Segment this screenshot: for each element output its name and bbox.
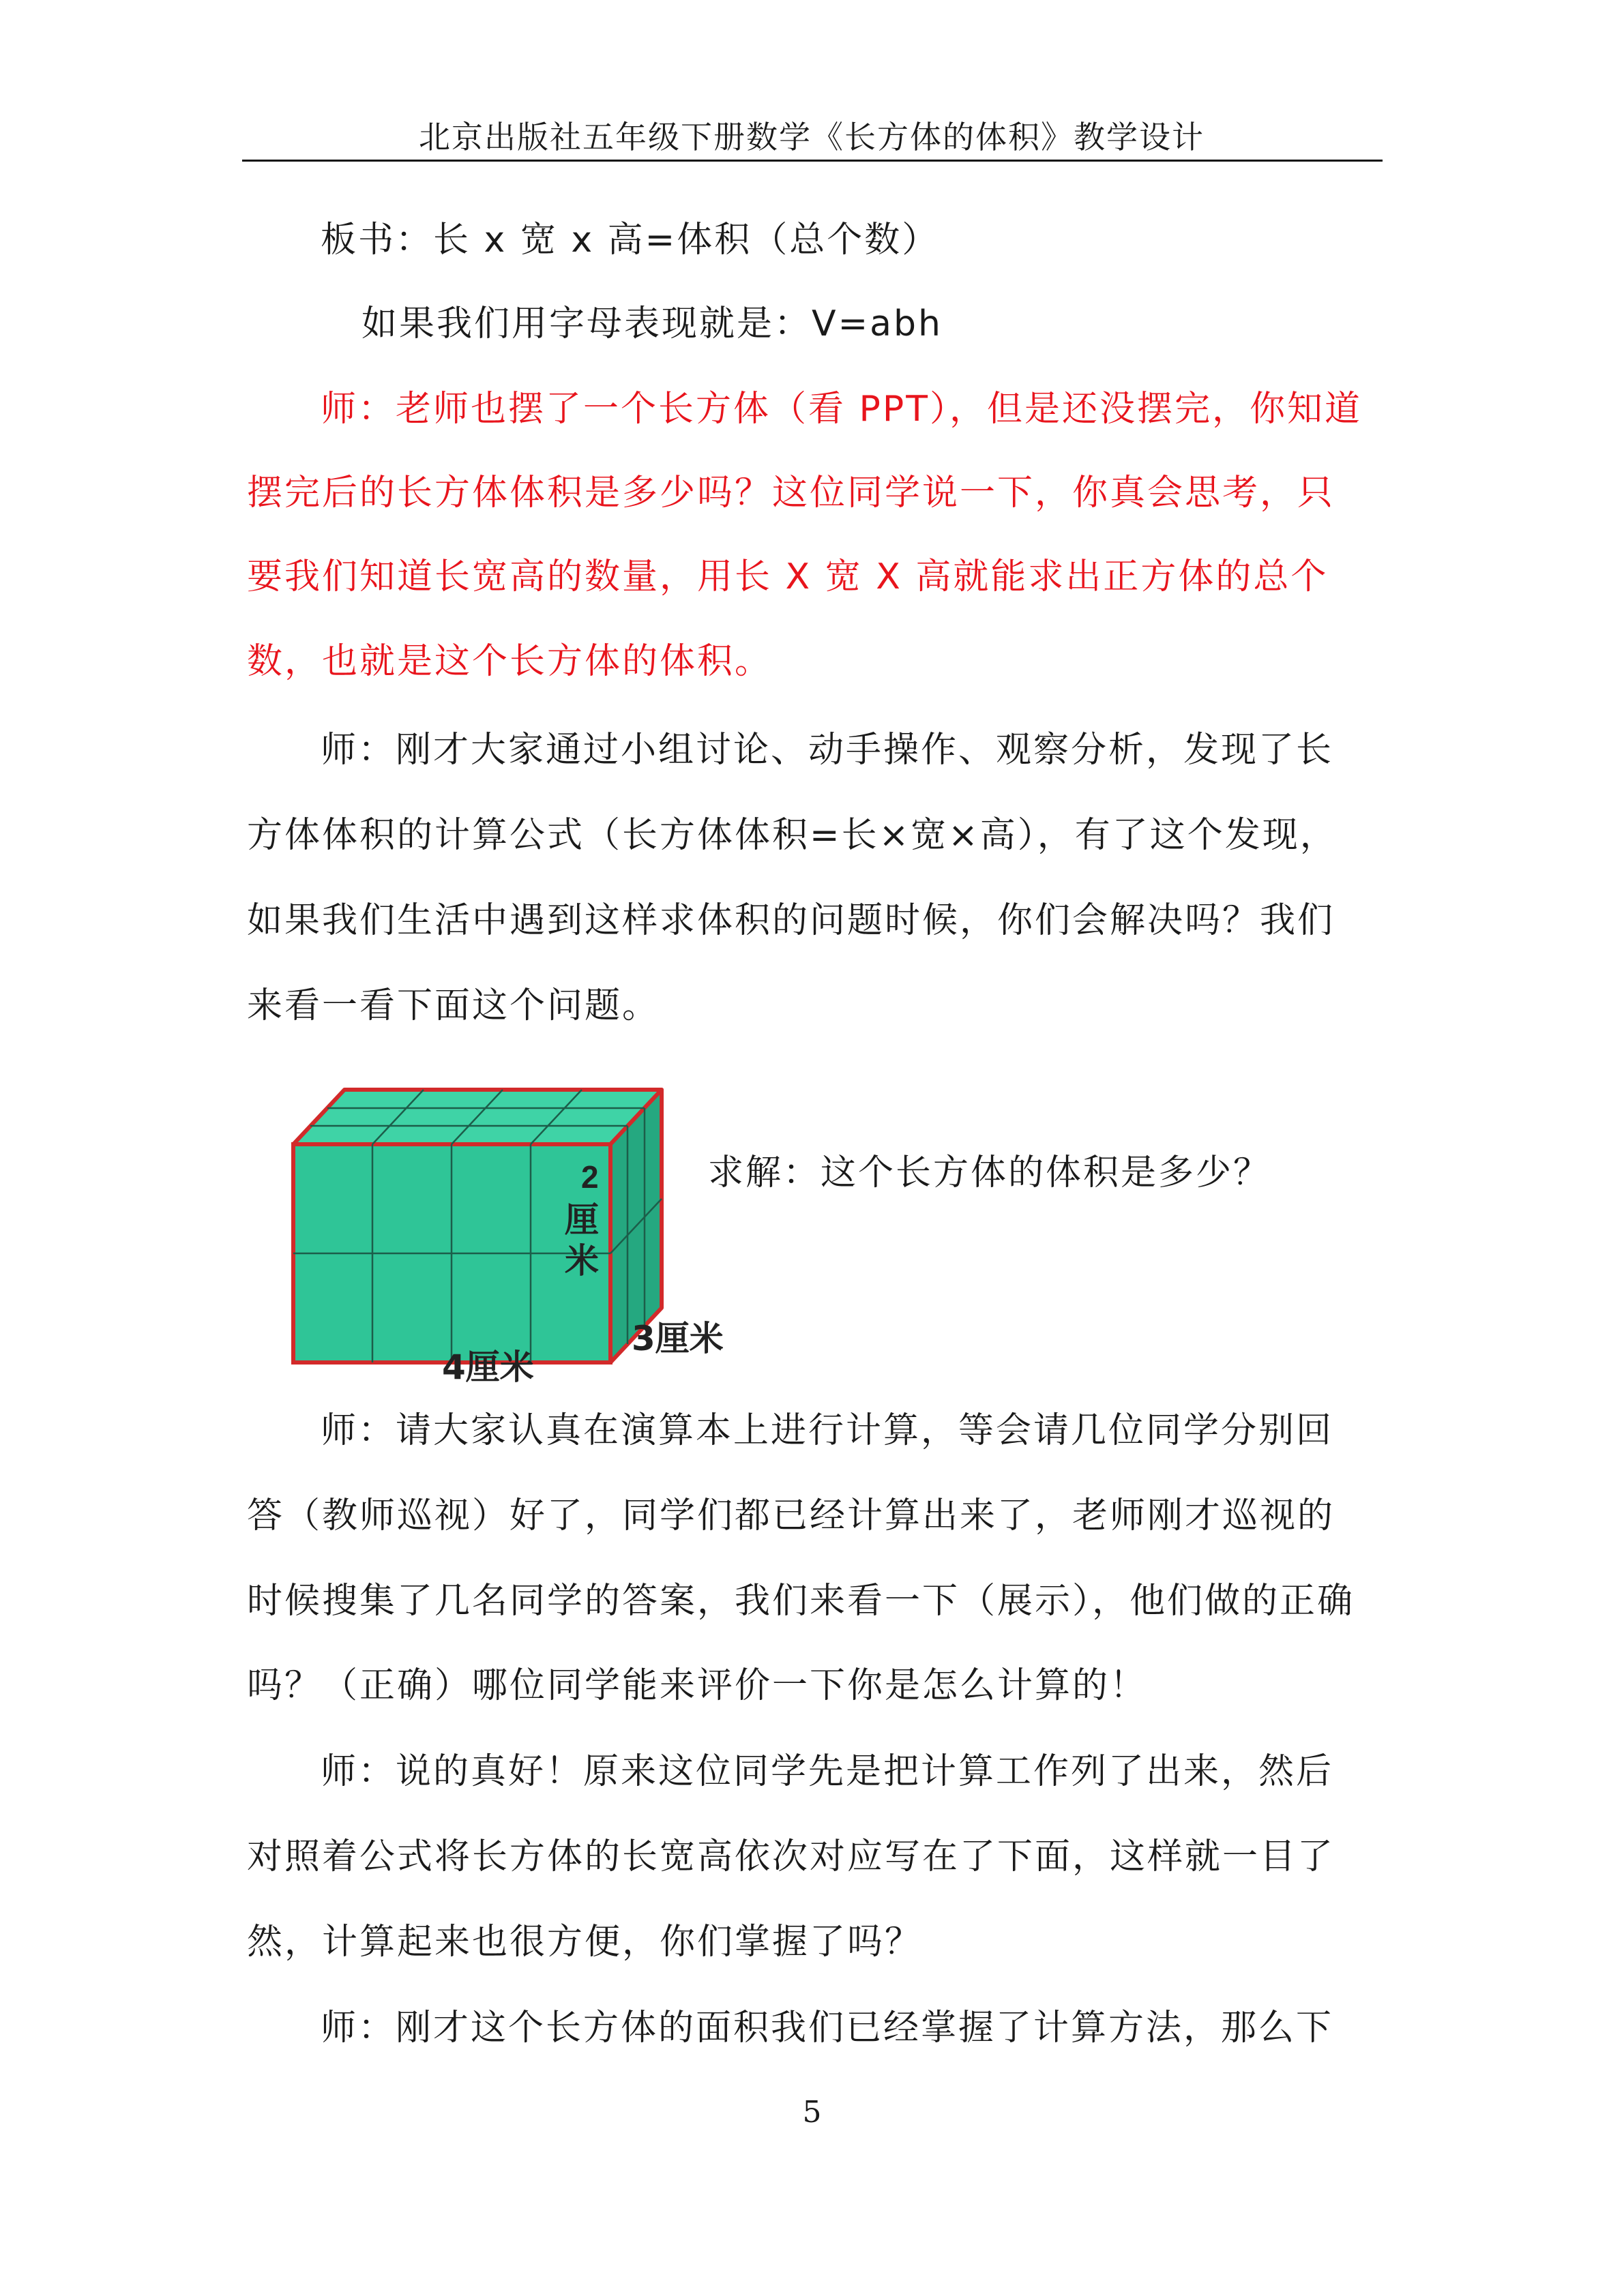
teacher-paragraph-2-line-4: 来看一看下面这个问题。 — [247, 985, 660, 1026]
board-formula-text: 板书：长 x 宽 x 高=体积（总个数） — [321, 220, 940, 260]
height-label-number: 2 — [581, 1159, 599, 1195]
header-divider — [242, 160, 1383, 162]
teacher-paragraph-3-line-2: 答（教师巡视）好了，同学们都已经计算出来了，老师刚才巡视的 — [247, 1495, 1335, 1536]
teacher-paragraph-red-line-3: 要我们知道长宽高的数量，用长 X 宽 X 高就能求出正方体的总个 — [247, 556, 1329, 597]
depth-label: 3厘米 — [632, 1319, 724, 1358]
letter-formula-text: 如果我们用字母表现就是：V=abh — [361, 303, 943, 344]
teacher-paragraph-4-line-2: 对照着公式将长方体的长宽高依次对应写在了下面，这样就一目了 — [247, 1836, 1335, 1877]
height-label-unit-1: 厘 — [565, 1200, 599, 1240]
teacher-paragraph-red-line-2: 摆完后的长方体体积是多少吗？这位同学说一下，你真会思考，只 — [247, 473, 1335, 513]
teacher-paragraph-red-line-1: 师：老师也摆了一个长方体（看 PPT），但是还没摆完，你知道 — [321, 389, 1363, 430]
teacher-paragraph-3-line-4: 吗？（正确）哪位同学能来评价一下你是怎么计算的！ — [247, 1665, 1148, 1706]
teacher-paragraph-2-line-3: 如果我们生活中遇到这样求体积的问题时候，你们会解决吗？我们 — [247, 900, 1335, 941]
page-number: 5 — [802, 2095, 822, 2130]
length-label: 4厘米 — [442, 1347, 534, 1384]
cuboid-figure — [266, 1071, 757, 1384]
teacher-paragraph-3-line-1: 师：请大家认真在演算本上进行计算，等会请几位同学分别回 — [321, 1410, 1334, 1451]
teacher-paragraph-4-line-1: 师：说的真好！原来这位同学先是把计算工作列了出来，然后 — [321, 1751, 1334, 1792]
teacher-paragraph-5-line-1: 师：刚才这个长方体的面积我们已经掌握了计算方法，那么下 — [321, 2008, 1334, 2048]
problem-question: 求解：这个长方体的体积是多少？ — [708, 1152, 1271, 1193]
teacher-paragraph-4-line-3: 然，计算起来也很方便，你们掌握了吗？ — [247, 1922, 923, 1963]
page-header: 北京出版社五年级下册数学《长方体的体积》教学设计 — [419, 119, 1205, 155]
teacher-paragraph-red-line-4: 数，也就是这个长方体的体积。 — [247, 641, 773, 682]
height-label-unit-2: 米 — [565, 1241, 599, 1281]
teacher-paragraph-3-line-3: 时候搜集了几名同学的答案，我们来看一下（展示），他们做的正确 — [247, 1581, 1355, 1622]
teacher-paragraph-2-line-2: 方体体积的计算公式（长方体体积=长×宽×高），有了这个发现， — [247, 815, 1338, 856]
teacher-paragraph-2-line-1: 师：刚才大家通过小组讨论、动手操作、观察分析，发现了长 — [321, 730, 1334, 771]
